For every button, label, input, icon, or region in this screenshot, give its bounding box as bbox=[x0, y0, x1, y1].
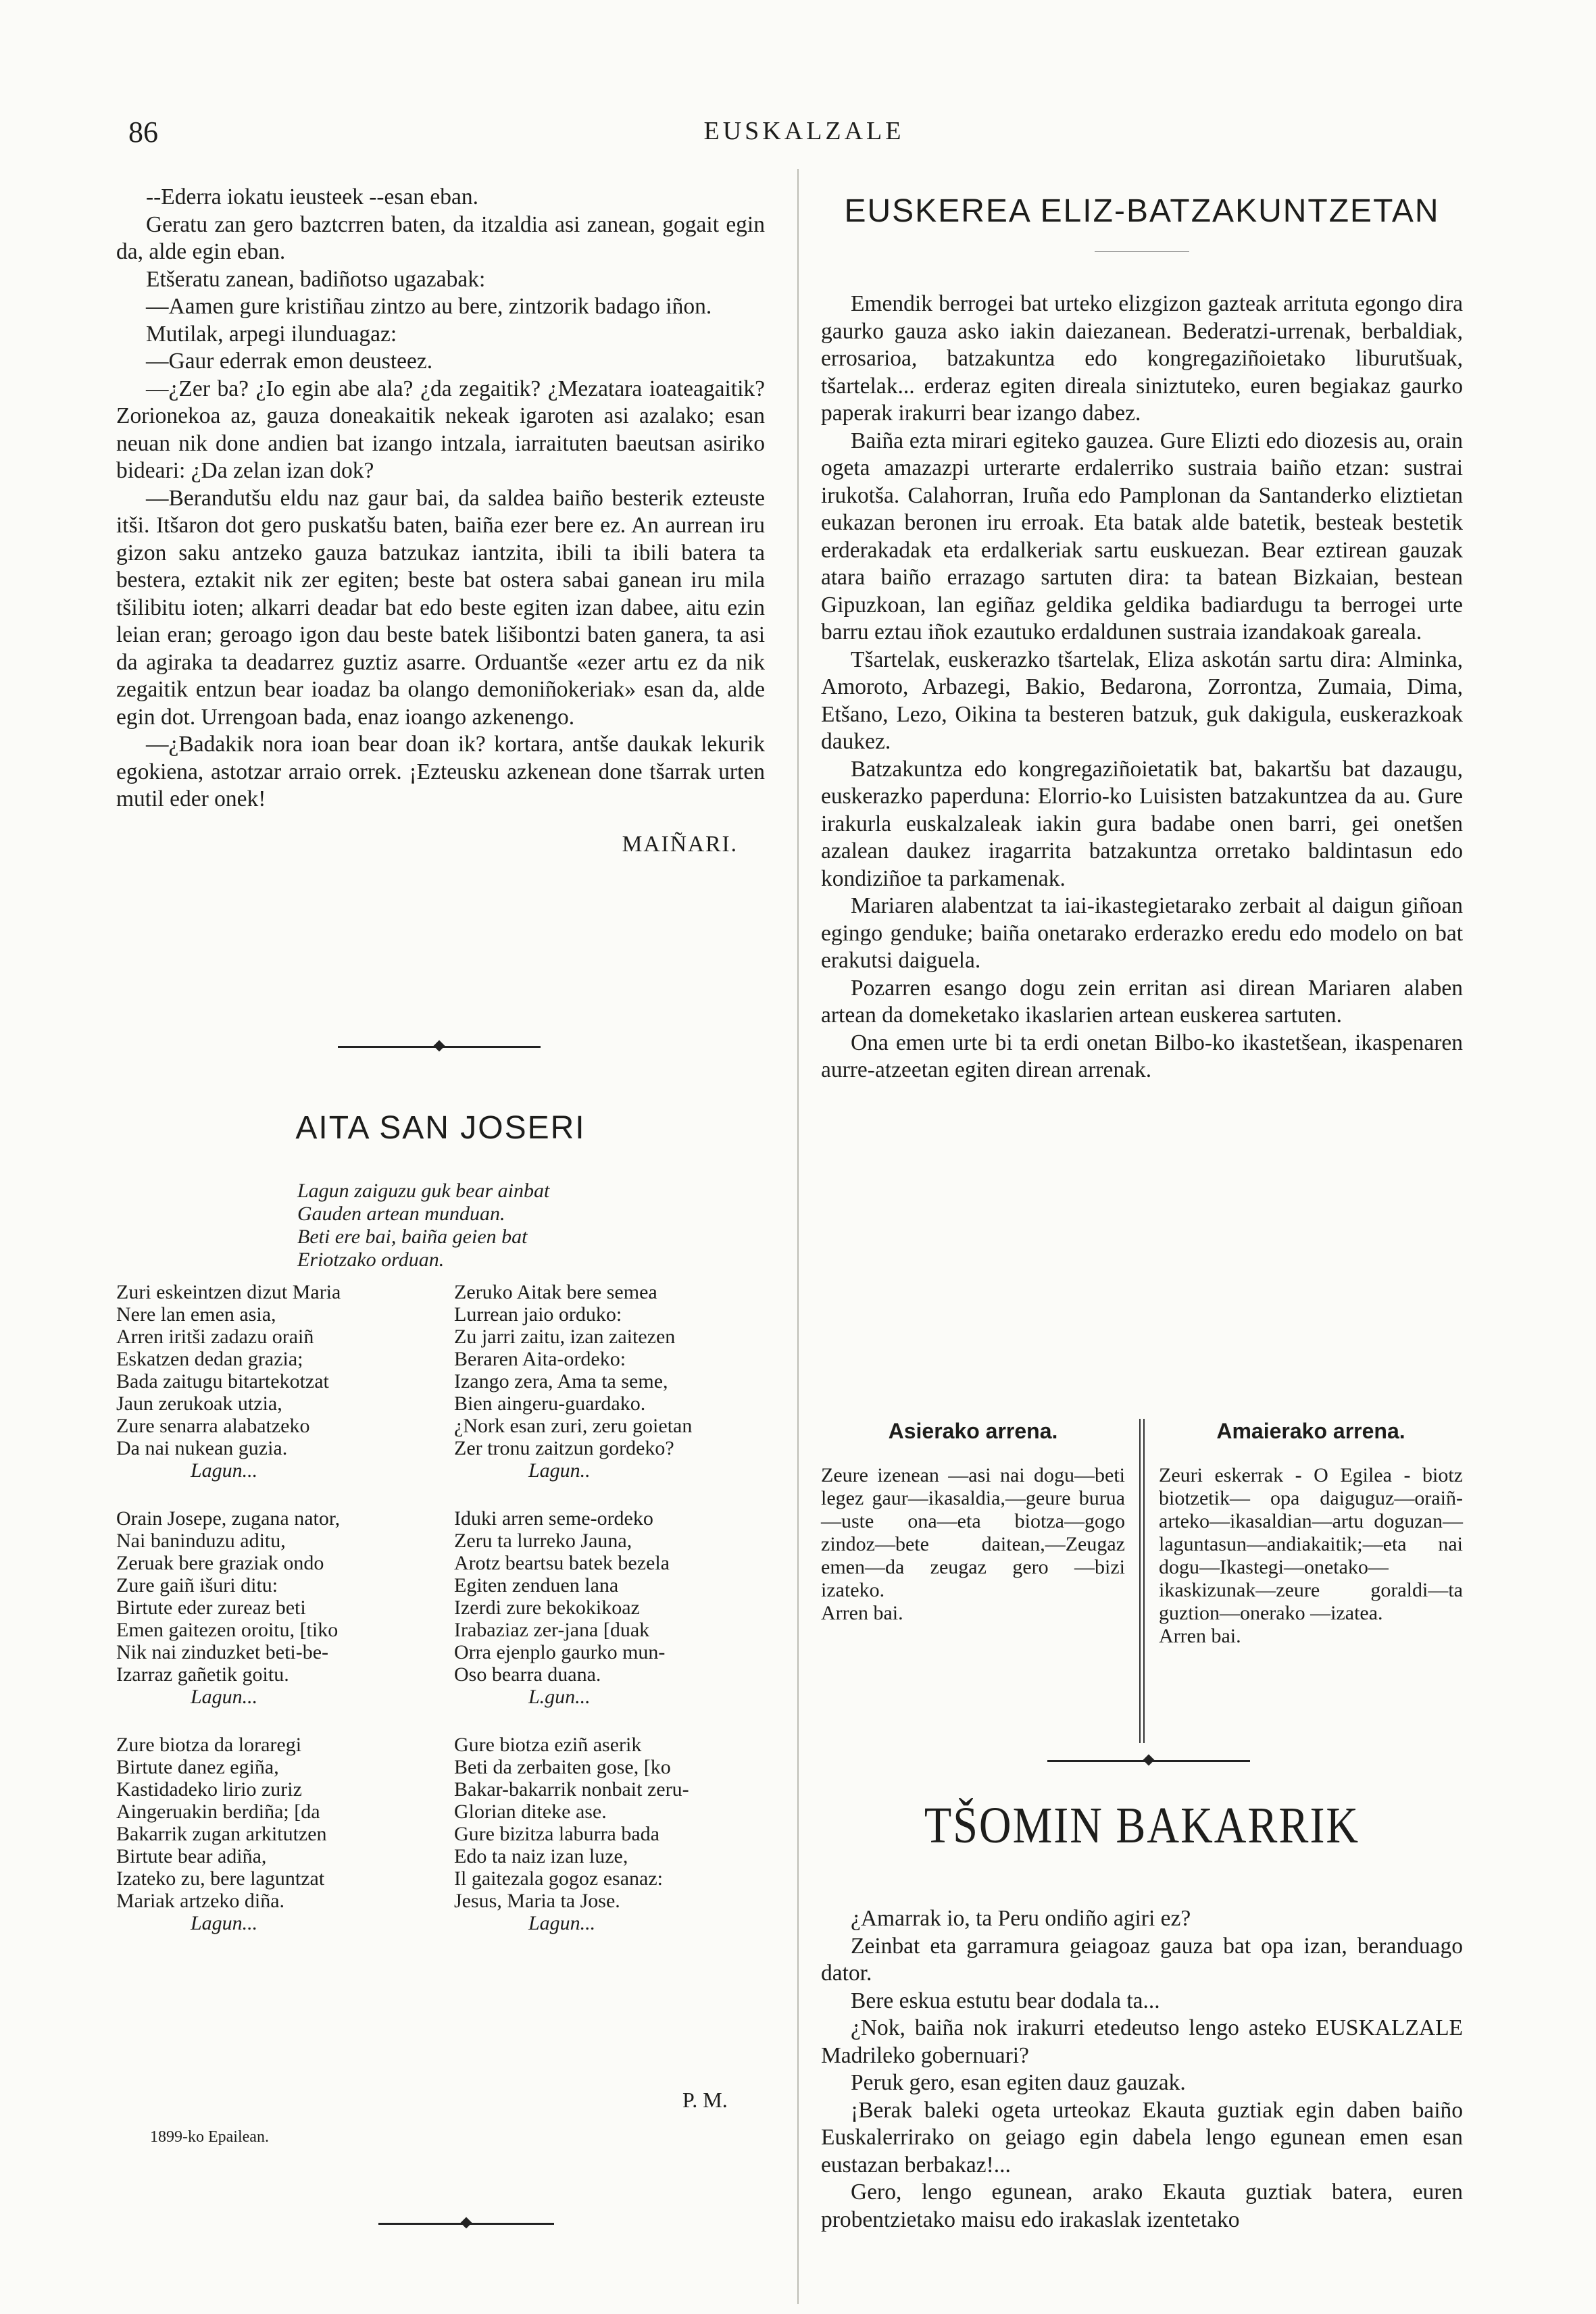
poem-line: Birtute danez egiña, bbox=[116, 1756, 279, 1778]
asierako-title: Asierako arrena. bbox=[888, 1419, 1058, 1443]
poem-line: Glorian diteke ase. bbox=[454, 1801, 607, 1823]
signature-mainari: MAIÑARI. bbox=[622, 831, 738, 857]
poem-line: Arotz beartsu batek bezela bbox=[454, 1552, 670, 1574]
poem-line: Orra ejenplo gaurko mun- bbox=[454, 1641, 666, 1663]
paragraph: ¿Amarrak io, ta Peru ondiño agiri ez? bbox=[851, 1906, 1191, 1931]
amaierako-title: Amaierako arrena. bbox=[1216, 1419, 1405, 1443]
ornament-divider bbox=[1047, 1760, 1250, 1762]
paragraph: —¿Badakik nora ioan bear doan ik? kortara, antše daukak lekurik egokiena, astotzar arraio orrek. ¡Ezteusku azkenean done tšarrak urten mutil eder onek! bbox=[116, 732, 765, 811]
poem-line: Bakarrik zugan arkitutzen bbox=[116, 1823, 327, 1845]
paragraph: —Gaur ederrak emon deusteez. bbox=[146, 349, 433, 374]
paragraph: Mariaren alabentzat ta iai-ikastegietarako zerbait al daigun giñoan egingo genduke; baiña onetarako erderazko eredu edo modelo on bat erakutsi daiguela. bbox=[821, 893, 1463, 973]
aita-title: AITA SAN JOSERI bbox=[295, 1110, 586, 1146]
poem-line: Iduki arren seme-ordeko bbox=[454, 1507, 653, 1530]
refrain: Lagun... bbox=[528, 1912, 596, 1934]
epigraph-line: Eriotzako orduan. bbox=[297, 1249, 445, 1271]
poem-line: Jesus, Maria ta Jose. bbox=[454, 1890, 620, 1912]
poem-line: Nai baninduzu aditu, bbox=[116, 1530, 286, 1552]
poem-line: Zure gaiñ išuri ditu: bbox=[116, 1574, 278, 1596]
paragraph: —Berandutšu eldu naz gaur bai, da saldea baiño besterik ezteuste itši. Itšaron dot gero puskatšu baten, baiña ezer bere ez. An aurrean iru gizon saku antzeko gauza batzukaz iantzita, ibili ta ibili batera ta bestera, eztakit nik zer egiten; beste bat ostera sabai ganean iru mila tšilibitu ioten; alkarri deadar bat edo beste egiten izan dabee, aitu ezin leian eran; geroago igon dau beste batek lišibontzi baten ganera, ta asi da agiraka ta deadarrez guztiz asarre. Orduantše «ezer artu ez da nik zegaitik entzun bear ioadaz ba olango demoniñokeriak» esan da, alde egin dot. Urrengoan bada, enaz ioango azkenengo. bbox=[116, 485, 765, 730]
poem-line: Eskatzen dedan grazia; bbox=[116, 1348, 303, 1370]
refrain: Lagun... bbox=[191, 1459, 258, 1482]
paragraph: Peruk gero, esan egiten dauz gauzak. bbox=[851, 2070, 1186, 2095]
page-number: 86 bbox=[128, 116, 158, 149]
paragraph: —¿Zer ba? ¿Io egin abe ala? ¿da zegaitik? ¿Mezatara ioateagaitik? Zorionekoa az, gauza doneakaitik nekeak igaroten asi azalako; esan neuan nik done andien bat izango intzala, iarraituten baeutsan asiriko bideari: ¿Da zelan izan dok? bbox=[116, 376, 765, 483]
poem-line: Mariak artzeko diña. bbox=[116, 1890, 285, 1912]
poem-line: Beraren Aita-ordeko: bbox=[454, 1348, 626, 1370]
refrain: Lagun.. bbox=[528, 1459, 591, 1482]
poem-line: Zeruak bere graziak ondo bbox=[116, 1552, 324, 1574]
subcolumn-divider bbox=[1139, 1419, 1141, 1743]
poem-line: Nik nai zinduzket beti-be- bbox=[116, 1641, 329, 1663]
euskerea-title: EUSKEREA ELIZ-BATZAKUNTZETAN bbox=[844, 193, 1440, 229]
paragraph: Mutilak, arpegi ilunduagaz: bbox=[146, 321, 397, 347]
poem-line: Aingeruakin berdiña; [da bbox=[116, 1801, 320, 1823]
ornament-divider bbox=[378, 2223, 554, 2225]
asierako-block bbox=[821, 1419, 1125, 1625]
running-head: EUSKALZALE bbox=[703, 117, 905, 145]
poem-line: Bakar-bakarrik nonbait zeru- bbox=[454, 1778, 689, 1801]
poem-line: Izateko zu, bere laguntzat bbox=[116, 1867, 325, 1890]
poem-line: Bada zaitugu bitartekotzat bbox=[116, 1370, 329, 1392]
paragraph: Gero, lengo egunean, arako Ekauta guztiak batera, euren probentzietako maisu edo irakaslak izentetako bbox=[821, 2180, 1463, 2232]
paragraph: Bere eskua estutu bear dodala ta... bbox=[851, 1988, 1160, 2013]
poem-line: Birtute eder zureaz beti bbox=[116, 1596, 306, 1619]
paragraph: Baiña ezta mirari egiteko gauzea. Gure Elizti edo diozesis au, orain ogeta amazazpi urterarte erdalerriko sustraia baiño etzan: sustrai irukotša. Calahorran, Iruña edo Pamplonan da Santanderko eliztietan eukazan beronen iru erroak. Eta batak alde batetik, besteak bestetik erderakadak eta erdalkeriak sartu euskuezan. Bear eztirean gauzak atara baiño errazago sartuten dira: ta batean Bizkaian, bestean Gipuzkoan, lan egiñaz geldika geldika badiardugu ta berrogei urte barru eztau iñok ezautuko erdaldunen sustraia izandakoak gareala. bbox=[821, 428, 1463, 645]
paragraph: ¡Berak baleki ogeta urteokaz Ekauta guztiak egin daben baiño Euskalerrirako on geiago egin dabela lengo egunean emen esan eustazan berbakaz!... bbox=[821, 2097, 1463, 2178]
subcolumn-divider bbox=[1143, 1419, 1145, 1743]
ornament-divider bbox=[338, 1046, 541, 1048]
poem-column-right bbox=[454, 1281, 778, 1934]
poem-line: ¿Nork esan zuri, zeru goietan bbox=[454, 1415, 693, 1437]
poem-line: Birtute bear adiña, bbox=[116, 1845, 267, 1867]
epigraph-line: Gauden artean munduan. bbox=[297, 1203, 505, 1225]
poem-line: Jaun zerukoak utzia, bbox=[116, 1392, 282, 1415]
poem-line: Zer tronu zaitzun gordeko? bbox=[454, 1437, 674, 1459]
poem-line: Arren iritši zadazu oraiñ bbox=[116, 1326, 314, 1348]
euskerea-body bbox=[821, 291, 1463, 1084]
poem-line: Da nai nukean guzia. bbox=[116, 1437, 288, 1459]
amaierako-closing: Arren bai. bbox=[1159, 1625, 1241, 1647]
aita-epigraph bbox=[297, 1180, 635, 1272]
poem-line: Oso bearra duana. bbox=[454, 1663, 601, 1686]
poem-column-left bbox=[116, 1281, 454, 1934]
paragraph: Batzakuntza edo kongregaziñoietatik bat, bakartšu bat dazaugu, euskerazko paperduna: Elorrio-ko Luisisten batzakuntzea da au. Gure irakurla euskalzaleak iakin gura badabe onen barri, gei onetšen azalean daukez iragarrita batzakuntza orretako baldintasun edo kondiziñoe ta parkamenak. bbox=[821, 756, 1463, 891]
poem-line: Lurrean jaio orduko: bbox=[454, 1303, 622, 1326]
poem-line: Kastidadeko lirio zuriz bbox=[116, 1778, 302, 1801]
poem-line: Izango zera, Ama ta seme, bbox=[454, 1370, 668, 1392]
epigraph-line: Lagun zaiguzu guk bear ainbat bbox=[297, 1180, 550, 1202]
column-divider bbox=[797, 169, 799, 2304]
paragraph: ¿Nok, baiña nok irakurri etedeutso lengo asteko EUSKALZALE Madrileko gobernuari? bbox=[821, 2015, 1463, 2068]
poem-line: Emen gaitezen oroitu, [tiko bbox=[116, 1619, 339, 1641]
refrain: L.gun... bbox=[528, 1686, 591, 1708]
poem-line: Zeru ta lurreko Jauna, bbox=[454, 1530, 632, 1552]
poem-line: Orain Josepe, zugana nator, bbox=[116, 1507, 341, 1530]
poem-line: Egiten zenduen lana bbox=[454, 1574, 619, 1596]
paragraph: Tšartelak, euskerazko tšartelak, Eliza askotán sartu dira: Alminka, Amoroto, Arbazegi, Bakio, Bedarona, Zorrontza, Zumaia, Dima, Etšano, Lezo, Oikina ta besteren batzuk, guk dakigula, euskerazkoak daukez. bbox=[821, 647, 1463, 754]
refrain: Lagun... bbox=[191, 1686, 258, 1708]
poem-line: Gure biotza eziñ aserik bbox=[454, 1734, 642, 1756]
title-underline bbox=[1095, 251, 1189, 252]
poem-line: Bien aingeru-guardako. bbox=[454, 1392, 646, 1415]
asierako-text: Zeure izenean —asi nai dogu—beti legez gaur—ikasaldia,—geure burua—uste ona—eta biotza—gogo zindoz—bete daitean,—Zeugaz emen—da zeugaz gero —bizi izateko. bbox=[821, 1464, 1125, 1601]
paragraph: Ona emen urte bi ta erdi onetan Bilbo-ko ikastetšean, ikaspenaren aurre-atzeetan egiten direan arrenak. bbox=[821, 1030, 1463, 1082]
poem-line: Il gaitezala gogoz esanaz: bbox=[454, 1867, 663, 1890]
poem-line: Zu jarri zaitu, izan zaitezen bbox=[454, 1326, 676, 1348]
poem-line: Zure biotza da loraregi bbox=[116, 1734, 302, 1756]
refrain: Lagun... bbox=[191, 1912, 258, 1934]
tsomin-body bbox=[821, 1905, 1463, 2234]
paragraph: Zeinbat eta garramura geiagoaz gauza bat opa izan, beranduago dator. bbox=[821, 1933, 1463, 1986]
paragraph: --Ederra iokatu ieusteek --esan eban. bbox=[146, 184, 479, 209]
poem-signature: P. M. bbox=[682, 2088, 728, 2112]
poem-line: Gure bizitza laburra bada bbox=[454, 1823, 659, 1845]
poem-line: Zuri eskeintzen dizut Maria bbox=[116, 1281, 341, 1303]
poem-line: Beti da zerbaiten gose, [ko bbox=[454, 1756, 671, 1778]
asierako-closing: Arren bai. bbox=[821, 1602, 903, 1624]
paragraph: Emendik berrogei bat urteko elizgizon gazteak arrituta egongo dira gaurko gauza asko iakin daiezanean. Bederatzi-urrenak, berbaldiak, errosarioa, batzakuntza edo kongregaziñoietako liburutšuak, tšartelak... erderaz egiten direala siniztuteko, euren begiakaz gaurko paperak irakurri bear izango dabez. bbox=[821, 291, 1463, 426]
poem-line: Nere lan emen asia, bbox=[116, 1303, 276, 1326]
paragraph: —Aamen gure kristiñau zintzo au bere, zintzorik badago iñon. bbox=[146, 294, 712, 319]
poem-line: Zure senarra alabatzeko bbox=[116, 1415, 310, 1437]
paragraph: Geratu zan gero baztcrren baten, da itzaldia asi zanean, gogait egin da, alde egin eban. bbox=[116, 211, 765, 264]
poem-line: Zeruko Aitak bere semea bbox=[454, 1281, 657, 1303]
amaierako-text: Zeuri eskerrak - O Egilea - biotz biotzetik— opa daiguguz—oraiñ-arteko—ikasaldian—artu doguzan—laguntasun—andiakaitik;—eta nai dogu—Ikastegi—onetako—ikaskizunak—zeure goraldi—ta guztion—onerako —izatea. bbox=[1159, 1464, 1463, 1624]
left-prose bbox=[116, 184, 765, 858]
poem-date: 1899-ko Epailean. bbox=[150, 2128, 269, 2146]
amaierako-block bbox=[1159, 1419, 1463, 1648]
poem-line: Izerdi zure bekokikoaz bbox=[454, 1596, 640, 1619]
poem-line: Irabaziaz zer-jana [duak bbox=[454, 1619, 650, 1641]
tsomin-title: TŠOMIN BAKARRIK bbox=[924, 1797, 1360, 1855]
poem-line: Izarraz gañetik goitu. bbox=[116, 1663, 289, 1686]
epigraph-line: Beti ere bai, baiña geien bat bbox=[297, 1226, 528, 1248]
paragraph: Pozarren esango dogu zein erritan asi direan Mariaren alaben artean da domeketako ikaslarien artean euskerea sartuten. bbox=[821, 975, 1463, 1028]
paragraph: Etšeratu zanean, badiñotso ugazabak: bbox=[146, 266, 486, 292]
poem-line: Edo ta naiz izan luze, bbox=[454, 1845, 628, 1867]
